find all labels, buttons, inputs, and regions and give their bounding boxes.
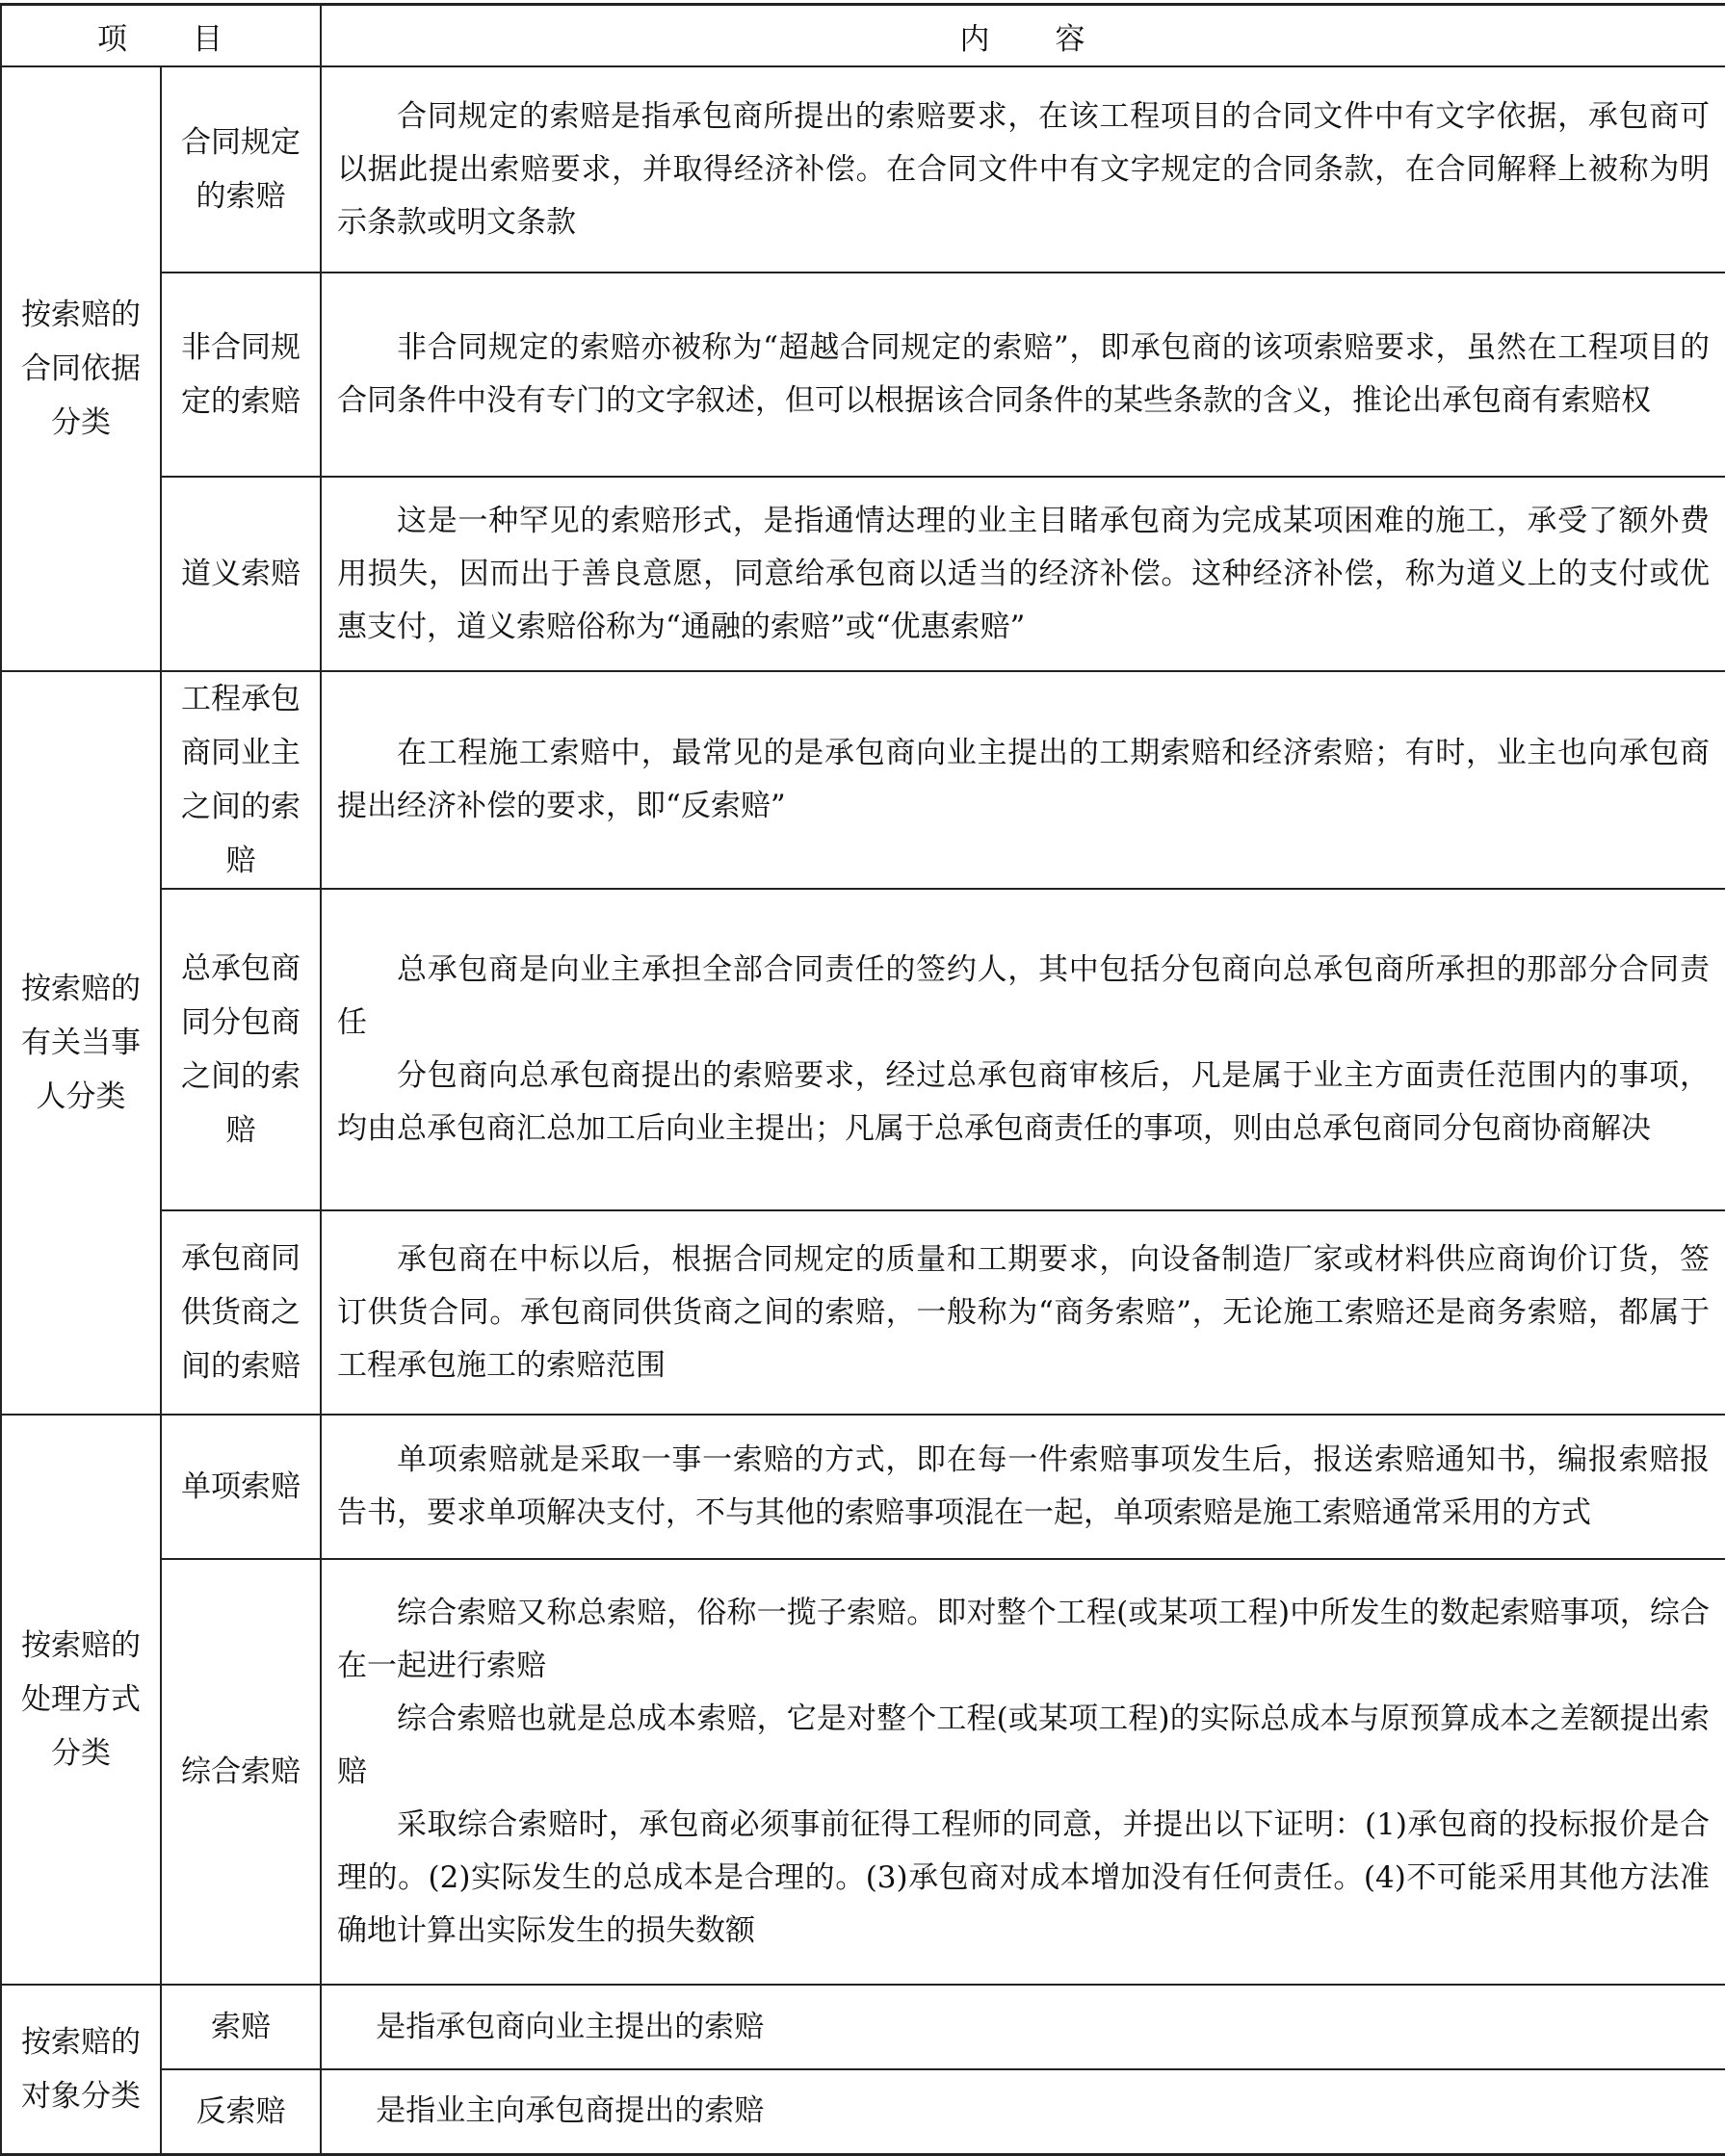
subcategory-cell: 总承包商同分包商之间的索赔 (161, 889, 321, 1210)
table-row (1, 273, 1725, 477)
header-content: 内 容 (321, 5, 1725, 67)
content-paragraph: 单项索赔就是采取一事一索赔的方式，即在每一件索赔事项发生后，报送索赔通知书，编报索赔报告书，要求单项解决支付，不与其他的索赔事项混在一起，单项索赔是施工索赔通常采用的方式 (337, 1442, 1710, 1530)
content-paragraph: 非合同规定的索赔亦被称为“超越合同规定的索赔”，即承包商的该项索赔要求，虽然在工程项目的合同条件中没有专门的文字叙述，但可以根据该合同条件的某些条款的含义，推论出承包商有索赔权 (337, 330, 1710, 418)
content-paragraph: 总承包商是向业主承担全部合同责任的签约人，其中包括分包商向总承包商所承担的那部分合同责任 (337, 952, 1710, 1040)
category-cell: 按索赔的有关当事人分类 (1, 671, 161, 1415)
subcategory-cell: 道义索赔 (161, 477, 321, 671)
subcategory-cell: 工程承包商同业主之间的索赔 (161, 671, 321, 889)
content-cell (321, 671, 1725, 889)
content-cell (321, 477, 1725, 671)
content-paragraph: 是指业主向承包商提出的索赔 (376, 2093, 765, 2129)
table-row (1, 889, 1725, 1210)
subcategory-cell: 非合同规定的索赔 (161, 273, 321, 477)
content-cell (321, 1210, 1725, 1415)
subcategory-cell: 合同规定的索赔 (161, 66, 321, 273)
claims-classification-table (0, 3, 1725, 2156)
content-cell (321, 1985, 1725, 2069)
category-cell: 按索赔的处理方式分类 (1, 1415, 161, 1985)
table-row (1, 477, 1725, 671)
category-cell: 按索赔的对象分类 (1, 1985, 161, 2154)
subcategory-cell: 承包商同供货商之间的索赔 (161, 1210, 321, 1415)
content-paragraph: 在工程施工索赔中，最常见的是承包商向业主提出的工期索赔和经济索赔；有时，业主也向承包商提出经济补偿的要求，即“反索赔” (337, 736, 1710, 823)
content-paragraph: 是指承包商向业主提出的索赔 (376, 2009, 765, 2044)
table-row (1, 671, 1725, 889)
header-item: 项 目 (1, 5, 321, 67)
table-row (1, 1559, 1725, 1985)
subcategory-cell: 单项索赔 (161, 1415, 321, 1559)
table-row (1, 1210, 1725, 1415)
content-paragraph: 这是一种罕见的索赔形式，是指通情达理的业主目睹承包商为完成某项困难的施工，承受了额外费用损失，因而出于善良意愿，同意给承包商以适当的经济补偿。这种经济补偿，称为道义上的支付或优惠支付，道义索赔俗称为“通融的索赔”或“优惠索赔” (337, 503, 1710, 644)
category-cell: 按索赔的合同依据分类 (1, 66, 161, 671)
content-paragraph: 综合索赔也就是总成本索赔，它是对整个工程(或某项工程)的实际总成本与原预算成本之差额提出索赔 (337, 1701, 1710, 1789)
content-cell (321, 1559, 1725, 1985)
table-header-row (1, 5, 1725, 67)
content-cell (321, 889, 1725, 1210)
subcategory-cell: 反索赔 (161, 2069, 321, 2154)
subcategory-cell: 综合索赔 (161, 1559, 321, 1985)
table-row (1, 66, 1725, 273)
content-paragraph: 合同规定的索赔是指承包商所提出的索赔要求，在该工程项目的合同文件中有文字依据，承包商可以据此提出索赔要求，并取得经济补偿。在合同文件中有文字规定的合同条款，在合同解释上被称为明示条款或明文条款 (337, 98, 1710, 240)
content-paragraph: 分包商向总承包商提出的索赔要求，经过总承包商审核后，凡是属于业主方面责任范围内的事项，均由总承包商汇总加工后向业主提出；凡属于总承包商责任的事项，则由总承包商同分包商协商解决 (337, 1058, 1710, 1146)
content-cell (321, 66, 1725, 273)
table-row (1, 1985, 1725, 2069)
subcategory-cell: 索赔 (161, 1985, 321, 2069)
table-row (1, 1415, 1725, 1559)
content-cell (321, 1415, 1725, 1559)
content-paragraph: 综合索赔又称总索赔，俗称一揽子索赔。即对整个工程(或某项工程)中所发生的数起索赔事项，综合在一起进行索赔 (337, 1595, 1710, 1683)
content-cell (321, 273, 1725, 477)
content-paragraph: 承包商在中标以后，根据合同规定的质量和工期要求，向设备制造厂家或材料供应商询价订货，签订供货合同。承包商同供货商之间的索赔，一般称为“商务索赔”，无论施工索赔还是商务索赔，都属于工程承包施工的索赔范围 (337, 1241, 1710, 1383)
content-paragraph: 采取综合索赔时，承包商必须事前征得工程师的同意，并提出以下证明：(1)承包商的投标报价是合理的。(2)实际发生的总成本是合理的。(3)承包商对成本增加没有任何责任。(4)不可能采用其他方法准确地计算出实际发生的损失数额 (337, 1806, 1710, 1948)
